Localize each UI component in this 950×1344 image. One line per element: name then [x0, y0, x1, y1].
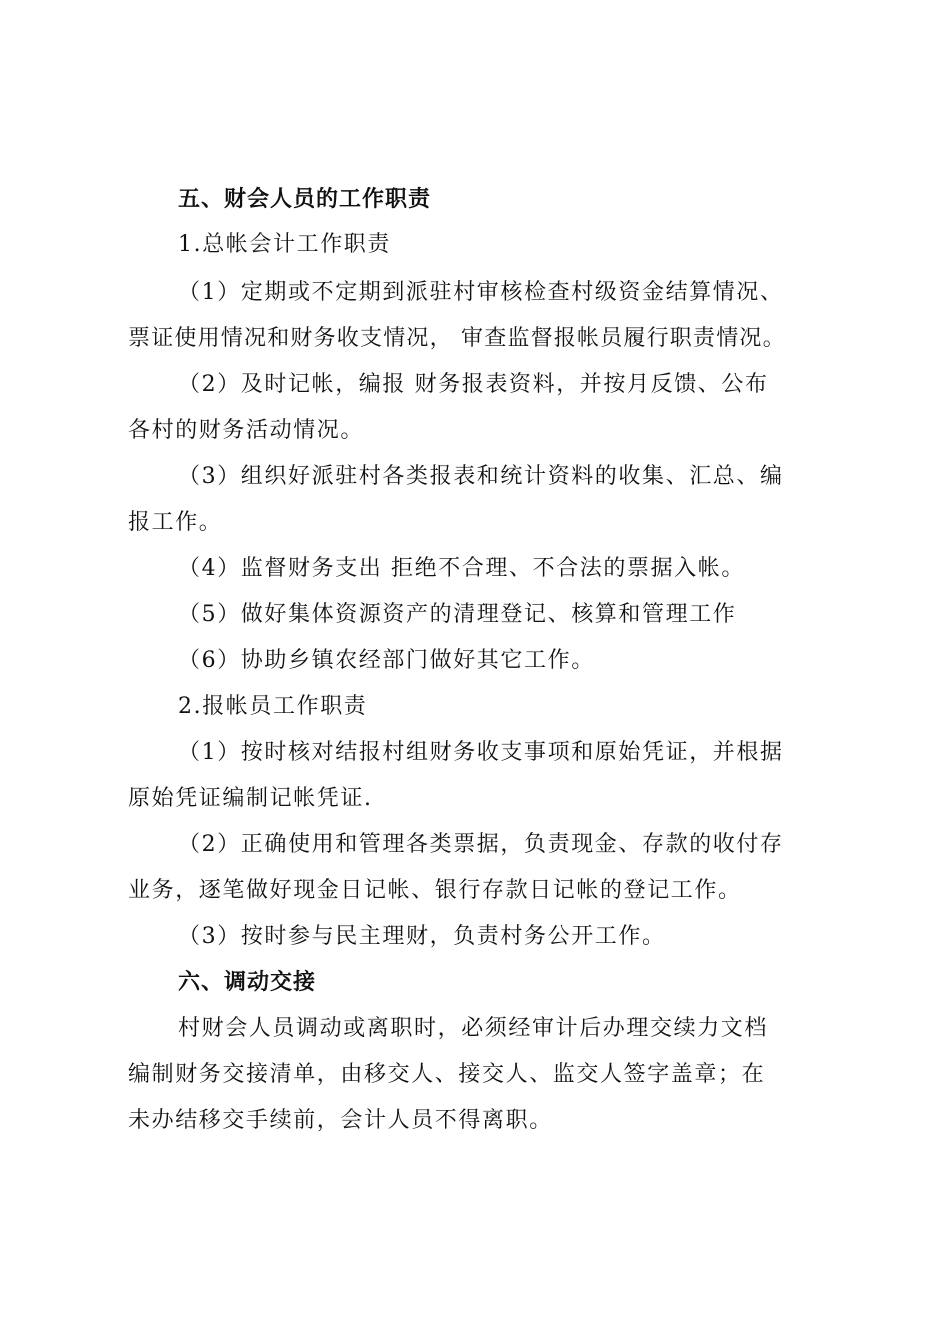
duty-2-3: （3）按时参与民主理财，负责村务公开工作。 — [178, 924, 666, 949]
handover-paragraph-line-2: 编制财务交接清单，由移交人、接交人、监交人签字盖章；在 — [128, 1062, 766, 1087]
handover-paragraph-line-3: 未办结移交手续前，会计人员不得离职。 — [128, 1108, 553, 1133]
duty-1-1-line-2: 票证使用情况和财务收支情况， 审查监督报帐员履行职责情况。 — [128, 326, 786, 351]
duty-1-2-line-1: （2）及时记帐，编报 财务报表资料，并按月反馈、公布 — [178, 372, 769, 397]
duty-1-6: （6）协助乡镇农经部门做好其它工作。 — [178, 648, 595, 673]
duty-1-4: （4）监督财务支出 拒绝不合理、不合法的票据入帐。 — [178, 556, 745, 581]
duty-2-2-line-2: 业务，逐笔做好现金日记帐、银行存款日记帐的登记工作。 — [128, 878, 742, 903]
section-6-heading: 六、调动交接 — [178, 970, 317, 995]
duty-2-2-line-1: （2）正确使用和管理各类票据，负责现金、存款的收付存 — [178, 832, 784, 857]
handover-paragraph-line-1: 村财会人员调动或离职时，必须经审计后办理交续力文档 — [178, 1016, 769, 1041]
subsection-2-title: 2.报帐员工作职责 — [178, 694, 368, 719]
duty-1-3-line-2: 报工作。 — [128, 510, 223, 535]
duty-1-3-line-1: （3）组织好派驻村各类报表和统计资料的收集、汇总、编 — [178, 464, 784, 489]
duty-2-1-line-2: 原始凭证编制记帐凭证. — [128, 786, 373, 811]
section-5-heading: 五、财会人员的工作职责 — [178, 187, 432, 212]
duty-2-1-line-1: （1）按时核对结报村组财务收支事项和原始凭证，并根据 — [178, 740, 784, 765]
duty-1-1-line-1: （1）定期或不定期到派驻村审核检查村级资金结算情况、 — [178, 280, 784, 305]
duty-1-5: （5）做好集体资源资产的清理登记、核算和管理工作 — [178, 602, 737, 627]
duty-1-2-line-2: 各村的财务活动情况。 — [128, 418, 365, 443]
subsection-1-title: 1.总帐会计工作职责 — [178, 232, 391, 257]
